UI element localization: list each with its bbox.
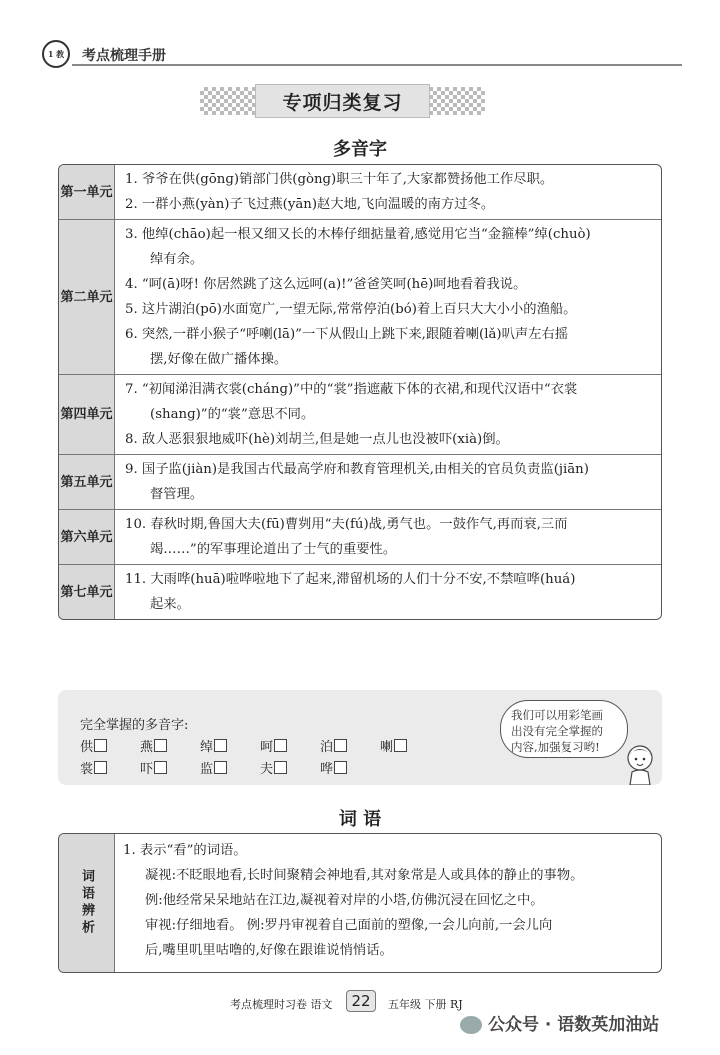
- sentence-line: (shanɡ)”的“裳”意思不同。: [150, 407, 315, 422]
- mastery-char-item: [80, 736, 140, 755]
- unit-label: [59, 165, 115, 219]
- mastery-row-2: [80, 758, 380, 777]
- ciyu-content: [115, 834, 661, 972]
- mastery-checkbox[interactable]: [214, 739, 227, 752]
- unit-label-part: 第一: [60, 184, 87, 200]
- ciyu-line: 凝视:不眨眼地看,长时间聚精会神地看,其对象常是人或具体的静止的事物。: [145, 868, 584, 883]
- ciyu-table: [58, 833, 662, 973]
- unit-label: [59, 220, 115, 374]
- banner-pattern-right: [425, 87, 485, 115]
- unit-row: [59, 374, 661, 454]
- mastery-row-1: [80, 736, 440, 755]
- unit-row: [59, 564, 661, 619]
- unit-content: [115, 455, 661, 509]
- ciyu-line: 例:他经常呆呆地站在江边,凝视着对岸的小塔,仿佛沉浸在回忆之中。: [145, 893, 544, 908]
- mastery-char-item: [200, 736, 260, 755]
- sentence-line: 督管理。: [150, 487, 204, 502]
- banner-title: 专项归类复习: [255, 84, 430, 118]
- mastery-char: 吓: [140, 762, 154, 777]
- unit-label: [59, 375, 115, 454]
- mastery-checkbox[interactable]: [334, 739, 347, 752]
- unit-label-part: 第六: [60, 529, 87, 545]
- sentence-line: 6. 突然,一群小猴子“呼喇(lā)”一下从假山上跳下来,跟随着喇(lǎ)叭声左右摇: [125, 327, 569, 342]
- mastery-char-item: [80, 758, 140, 777]
- sentence-line: 4. “呵(ā)呀! 你居然跳了这么远呵(a)!”爸爸笑呵(hē)呵地看着我说。: [125, 277, 527, 292]
- sentence-line: 竭……”的军事理论道出了士气的重要性。: [150, 542, 397, 557]
- unit-label: [59, 510, 115, 564]
- sentence-line: 5. 这片湖泊(pō)水面宽广,一望无际,常常停泊(bó)着上百只大大小小的渔船。: [125, 302, 577, 317]
- mastery-char: 绰: [200, 740, 214, 755]
- mastery-char-item: [380, 736, 440, 755]
- ciyu-line: 审视:仔细地看。 例:罗丹审视着自己面前的塑像,一会儿向前,一会儿向: [145, 918, 553, 933]
- unit-label-part: 单元: [86, 474, 113, 490]
- bubble-line: 内容,加强复习哟!: [511, 740, 600, 754]
- unit-label-part: 第四: [60, 407, 87, 422]
- unit-content: [115, 565, 661, 619]
- mastery-char-item: [260, 758, 320, 777]
- footer-left: 考点梳理时习卷 语文: [230, 998, 333, 1011]
- unit-label: [59, 565, 115, 619]
- mastery-checkbox[interactable]: [154, 761, 167, 774]
- mastery-checkbox[interactable]: [94, 761, 107, 774]
- mastery-char-item: [140, 736, 200, 755]
- mastery-checkbox[interactable]: [274, 739, 287, 752]
- mastery-char: 喇: [380, 740, 394, 755]
- logo: 1 教: [42, 40, 70, 68]
- sentence-line: 11. 大雨哗(huā)啦哗啦地下了起来,滞留机场的人们十分不安,不禁喧哗(huá): [125, 572, 576, 587]
- wechat-icon: [460, 1016, 482, 1034]
- sentence-line: 9. 国子监(jiàn)是我国古代最高学府和教育管理机关,由相关的官员负责监(jiān): [125, 462, 589, 477]
- mastery-char-item: [140, 758, 200, 777]
- unit-label-part: 第五: [60, 474, 87, 490]
- mastery-char-item: [200, 758, 260, 777]
- unit-content: [115, 510, 661, 564]
- unit-label-part: 第二: [60, 289, 87, 305]
- unit-label-part: 第七: [60, 584, 87, 600]
- sentence-line: 2. 一群小燕(yàn)子飞过燕(yān)赵大地,飞向温暖的南方过冬。: [125, 197, 495, 212]
- mastery-checkbox[interactable]: [214, 761, 227, 774]
- unit-row: [59, 219, 661, 374]
- unit-content: [115, 375, 661, 454]
- unit-label-part: 单元: [86, 184, 113, 200]
- unit-label-part: 单元: [86, 407, 113, 422]
- mastery-checkbox[interactable]: [334, 761, 347, 774]
- mastery-char: 泊: [320, 740, 334, 755]
- mastery-checkbox[interactable]: [154, 739, 167, 752]
- mastery-char-item: [320, 736, 380, 755]
- mastery-char: 夫: [260, 762, 274, 777]
- sentence-line: 8. 敌人恶狠狠地威吓(hè)刘胡兰,但是她一点儿也没被吓(xià)倒。: [125, 432, 509, 447]
- page-header: [42, 40, 682, 66]
- section-banner: [200, 84, 485, 118]
- page-number: 22: [346, 990, 376, 1012]
- watermark: [460, 1010, 659, 1035]
- mastery-checkbox[interactable]: [394, 739, 407, 752]
- unit-label: [59, 455, 115, 509]
- header-title: 考点梳理手册: [82, 48, 166, 64]
- duoyinzi-title: 多音字: [333, 139, 387, 160]
- ciyu-title: 词 语: [338, 809, 382, 830]
- sentence-line: 摆,好像在做广播体操。: [150, 352, 288, 367]
- mastery-char: 呵: [260, 740, 274, 755]
- unit-content: [115, 220, 661, 374]
- ciyu-line: 1. 表示“看”的词语。: [123, 843, 247, 858]
- mastery-char-item: [320, 758, 380, 777]
- sentence-line: 起来。: [150, 597, 190, 612]
- unit-label-part: 单元: [86, 529, 113, 545]
- duoyinzi-table: [58, 164, 662, 620]
- speech-bubble: [500, 700, 628, 758]
- mastery-checkbox[interactable]: [94, 739, 107, 752]
- watermark-text: 公众号 · 语数英加油站: [488, 1015, 660, 1035]
- mastery-char: 裳: [80, 762, 94, 777]
- unit-label-part: 单元: [86, 584, 113, 600]
- mastery-checkbox[interactable]: [274, 761, 287, 774]
- bubble-line: 我们可以用彩笔画: [511, 708, 603, 722]
- header-divider: [72, 64, 682, 66]
- sentence-line: 1. 爷爷在供(gōnɡ)销部门供(gònɡ)职三十年了,大家都赞扬他工作尽职。: [125, 172, 554, 187]
- footer-right: 五年级 下册 RJ: [388, 998, 463, 1011]
- unit-content: [115, 165, 661, 219]
- mastery-char: 燕: [140, 740, 154, 755]
- unit-label-part: 单元: [86, 289, 113, 305]
- sentence-line: 10. 春秋时期,鲁国大夫(fū)曹刿用“夫(fú)战,勇气也。一鼓作气,再而衰,三而: [125, 517, 568, 532]
- mastery-char: 供: [80, 740, 94, 755]
- sentence-line: 7. “初闻涕泪满衣裳(chánɡ)”中的“裳”指遮蔽下体的衣裙,和现代汉语中“衣裳: [125, 382, 578, 397]
- mastery-char: 哗: [320, 762, 334, 777]
- mastery-label: 完全掌握的多音字:: [80, 718, 189, 733]
- unit-row: [59, 454, 661, 509]
- mastery-char-item: [260, 736, 320, 755]
- unit-row: [59, 509, 661, 564]
- ciyu-unit-label: 词语辨析: [59, 834, 115, 972]
- banner-pattern-left: [200, 87, 260, 115]
- sentence-line: 3. 他绰(chāo)起一根又细又长的木棒仔细掂量着,感觉用它当“金箍棒”绰(chuò): [125, 227, 591, 242]
- ciyu-line: 后,嘴里叽里咕噜的,好像在跟谁说悄悄话。: [145, 943, 393, 958]
- mastery-char: 监: [200, 762, 214, 777]
- mastery-panel: [58, 690, 662, 785]
- girl-illustration: [618, 742, 662, 785]
- bubble-line: 出没有完全掌握的: [511, 724, 603, 738]
- unit-row: [59, 165, 661, 219]
- sentence-line: 绰有余。: [150, 252, 204, 267]
